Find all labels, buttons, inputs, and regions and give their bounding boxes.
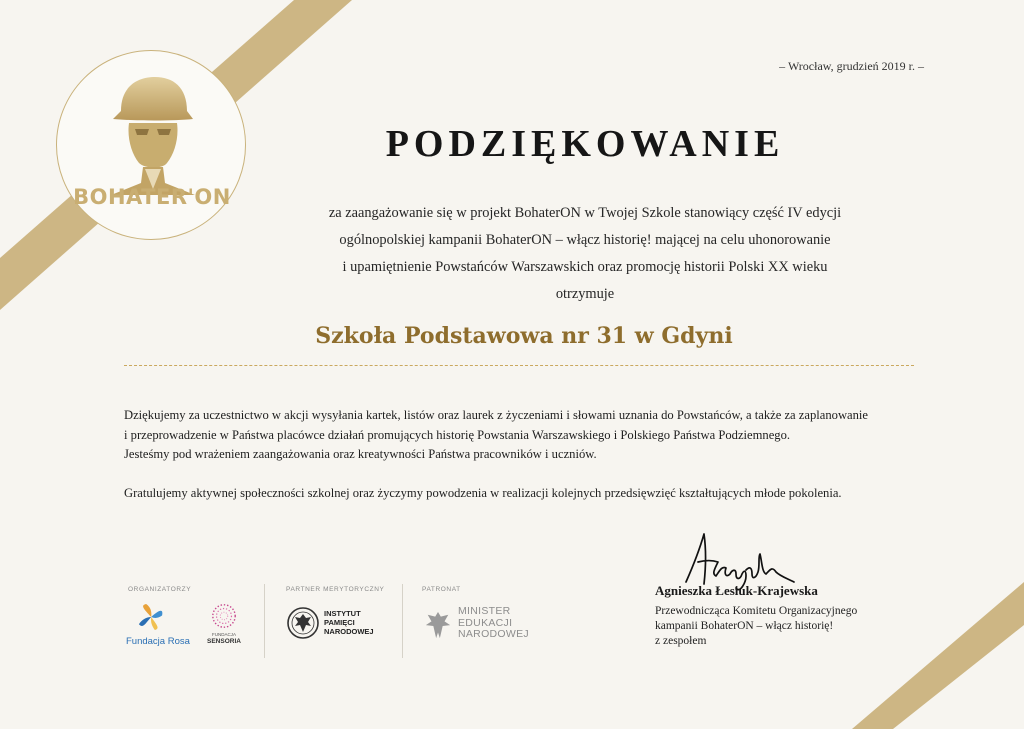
- patron-label: PATRONAT: [422, 586, 461, 593]
- sensoria-dots-icon: [210, 602, 238, 630]
- body-line: Dziękujemy za uczestnictwo w akcji wysyłania kartek, listów oraz laurek z życzeniami i słowami uznania do Powstańców, a także za zaplanowanie: [124, 408, 869, 422]
- role-line: Przewodnicząca Komitetu Organizacyjnego: [655, 605, 858, 617]
- ipn-eagle-icon: [286, 606, 320, 640]
- patron-separator: [402, 584, 403, 658]
- sensoria-text: SENSORIA: [207, 638, 241, 645]
- place-date: – Wrocław, grudzień 2019 r. –: [779, 59, 924, 73]
- organizers-label: ORGANIZATORZY: [128, 586, 192, 593]
- ipn-line: PAMIĘCI: [324, 618, 355, 627]
- fundacja-rosa-logo: [126, 602, 190, 658]
- body-line: Jesteśmy pod wrażeniem zaangażowania oraz kreatywności Państwa pracowników i uczniów.: [124, 447, 597, 461]
- body-paragraph: [124, 406, 944, 503]
- intro-line: ogólnopolskiej kampanii BohaterON – włącz historię! mającej na celu uhonorowanie: [339, 232, 831, 248]
- signatory-name: Agnieszka Łesiuk-Krajewska: [655, 583, 818, 598]
- ipn-line: INSTYTUT: [324, 609, 361, 618]
- partner-label: PARTNER MERYTORYCZNY: [286, 586, 385, 593]
- dashed-divider: [124, 365, 914, 366]
- intro-line: i upamiętnienie Powstańców Warszawskich oraz promocję historii Polski XX wieku: [342, 259, 828, 275]
- body-line: i przeprowadzenie w Państwa placówce działań promujących historię Powstania Warszawskiego i Polskiego Państwa Podziemnego.: [124, 427, 791, 442]
- eagle-icon: [424, 610, 452, 642]
- partner-separator: [264, 584, 265, 658]
- ipn-logo: [286, 606, 386, 650]
- rose-icon: [136, 602, 178, 632]
- intro-line: otrzymuje: [555, 286, 615, 302]
- intro-line: za zaangażowanie się w projekt BohaterON w Twojej Szkole stanowiący część IV edycji: [328, 205, 842, 221]
- recipient-name: Szkoła Podstawowa nr 31 w Gdyni: [315, 323, 733, 349]
- bottom-right-ribbon: [852, 582, 1024, 729]
- intro-paragraph: [260, 200, 910, 308]
- sensoria-small-text: FUNDACJA: [212, 632, 237, 637]
- men-line: MINISTER: [458, 605, 511, 617]
- logo-text: BOHATER'ON: [73, 185, 231, 209]
- men-logo: [424, 606, 554, 650]
- fundacja-rosa-text: Fundacja Rosa: [126, 636, 190, 647]
- certificate-title: PODZIĘKOWANIE: [385, 123, 785, 165]
- ipn-line: NARODOWEJ: [324, 627, 374, 636]
- fundacja-sensoria-logo: [204, 602, 244, 658]
- bohateron-logo: [56, 50, 246, 240]
- men-line: EDUKACJI: [458, 616, 513, 629]
- partners-section: [116, 580, 556, 660]
- signatory-role: [655, 604, 857, 649]
- men-line: NARODOWEJ: [458, 628, 529, 640]
- closing-line: Gratulujemy aktywnej społeczności szkolnej oraz życzymy powodzenia w realizacji kolejnych przedsięwzięć kształtujących młode pokolenia.: [124, 485, 842, 500]
- men-text: [458, 606, 529, 641]
- role-line: kampanii BohaterON – włącz historię!: [655, 620, 834, 632]
- role-line: z zespołem: [655, 635, 707, 647]
- ipn-text: [324, 609, 374, 636]
